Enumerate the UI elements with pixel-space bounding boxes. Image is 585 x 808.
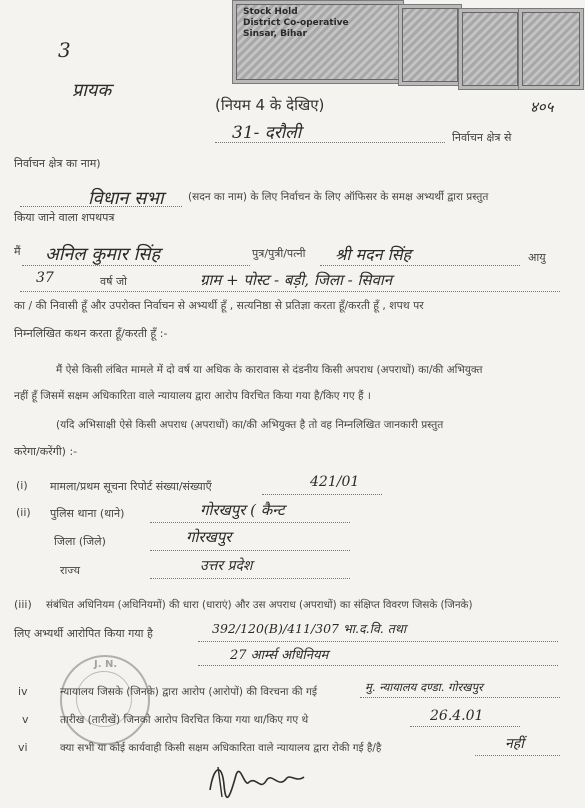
item-4-value: मु. न्यायालय दण्डा. गोरखपुर xyxy=(365,680,483,694)
revenue-stamp-3 xyxy=(458,8,522,90)
item-2-value: गोरखपुर ( कैन्ट xyxy=(200,501,285,519)
relation-label: पुत्र/पुत्री/पत्नी xyxy=(252,247,306,260)
stamp-line-1: Stock Hold xyxy=(243,7,298,17)
item-6-label: क्या सभी या कोई कार्यवाही किसी सक्षम अधिकारिता वाले न्यायालय द्वारा रोकी गई है/है xyxy=(60,742,382,754)
para2-line1: (यदि अभिसाक्षी ऐसे किसी अपराध (अपराधों) का/की अभियुक्त है तो वह निम्नलिखित जानकारी प्रस्तुत xyxy=(56,419,444,431)
revenue-stamp-2 xyxy=(398,4,462,86)
age-value: 37 xyxy=(36,270,54,286)
item-1-label: मामला/प्रथम सूचना रिपोर्ट संख्या/संख्याएँ xyxy=(50,480,212,493)
item-2-label: पुलिस थाना (थाने) xyxy=(50,507,125,520)
item-state-value: उत्तर प्रदेश xyxy=(200,558,253,574)
item-1-num: (i) xyxy=(16,479,28,492)
notary-seal: J. N. xyxy=(60,655,150,745)
margin-number-right: ४०५ xyxy=(530,98,554,116)
affidavit-label: किया जाने वाला शपथपत्र xyxy=(14,211,115,224)
stamp-line-3: Sinsar, Bihar xyxy=(243,29,307,39)
item-5-value: 26.4.01 xyxy=(430,708,484,724)
region-label: निर्वाचन क्षेत्र का नाम) xyxy=(14,157,101,170)
candidate-name: अनिल कुमार सिंह xyxy=(45,244,161,265)
rule-heading: (नियम 4 के देखिए) xyxy=(215,96,325,114)
item-1-value: 421/01 xyxy=(310,474,360,490)
house-text: (सदन का नाम) के लिए निर्वाचन के लिए ऑफिसर के समक्ष अभ्यर्थी द्वारा प्रस्तुत xyxy=(188,191,489,203)
margin-number: 3 xyxy=(58,38,71,62)
item-4-num: iv xyxy=(18,685,28,698)
address: ग्राम + पोस्ट - बड़ी, जिला - सिवान xyxy=(200,271,393,289)
constituency-label: निर्वाचन क्षेत्र से xyxy=(452,131,512,144)
father-name: श्री मदन सिंह xyxy=(335,245,412,264)
age-label: आयु xyxy=(528,251,546,264)
item-district-value: गोरखपुर xyxy=(186,528,232,546)
item-6-num: vi xyxy=(18,741,28,754)
signature xyxy=(200,755,320,805)
item-district-label: जिला (जिले) xyxy=(54,535,106,548)
item-state-label: राज्य xyxy=(60,564,81,577)
item-3-num: (iii) xyxy=(14,598,32,611)
para1-line1: मैं ऐसे किसी लंबित मामले में दो वर्ष या अधिक के कारावास से दंडनीय किसी अपराध (अपराधों) का/की अभियुक्त xyxy=(56,364,483,376)
item-3-value-1: 392/120(B)/411/307 भा.द.वि. तथा xyxy=(212,621,407,636)
para2-line2: करेगा/करेंगी) :- xyxy=(14,445,78,458)
item-3-value-2: 27 आर्म्स अधिनियम xyxy=(230,648,329,663)
item-3-line1: संबंधित अधिनियम (अधिनियमों) की धारा (धाराएं) और उस अपराध (अपराधों) का संक्षिप्त विवरण जिसके (जिनके) xyxy=(46,599,473,611)
revenue-stamp-1 xyxy=(232,0,404,84)
item-6-value: नहीं xyxy=(505,736,524,752)
resident-line: का / की निवासी हूँ और उपरोक्त निर्वाचन से अभ्यर्थी हूँ , सत्यनिष्ठा से प्रतिज्ञा करता हूँ/करती हूँ , शपथ पर xyxy=(14,299,424,312)
stamp-line-2: District Co-operative xyxy=(243,18,349,28)
item-5-label: तारीख (तारीखें) जिनको आरोप विरचित किया गया था/किए गए थे xyxy=(60,714,309,726)
age-unit: वर्ष जो xyxy=(100,275,127,288)
item-3-line2: लिए अभ्यर्थी आरोपित किया गया है xyxy=(14,627,153,640)
revenue-stamp-4 xyxy=(518,8,584,90)
house-handwritten: विधान सभा xyxy=(88,188,164,209)
item-4-label: न्यायालय जिसके (जिनके) द्वारा आरोप (आरोपों) की विरचना की गई xyxy=(60,686,318,698)
item-2-num: (ii) xyxy=(16,506,31,519)
declare-line: निम्नलिखित कथन करता हूँ/करती हूँ :- xyxy=(14,327,168,340)
name-label: मैं xyxy=(14,245,21,258)
margin-word: प्रायक xyxy=(72,80,112,101)
item-5-num: v xyxy=(22,713,29,726)
para1-line2: नहीं हूँ जिसमें सक्षम अधिकारिता वाले न्यायालय द्वारा आरोप विरचित किया गया है/किए गए हैं । xyxy=(14,390,371,402)
constituency-handwritten: 31- दरौली xyxy=(232,123,302,143)
